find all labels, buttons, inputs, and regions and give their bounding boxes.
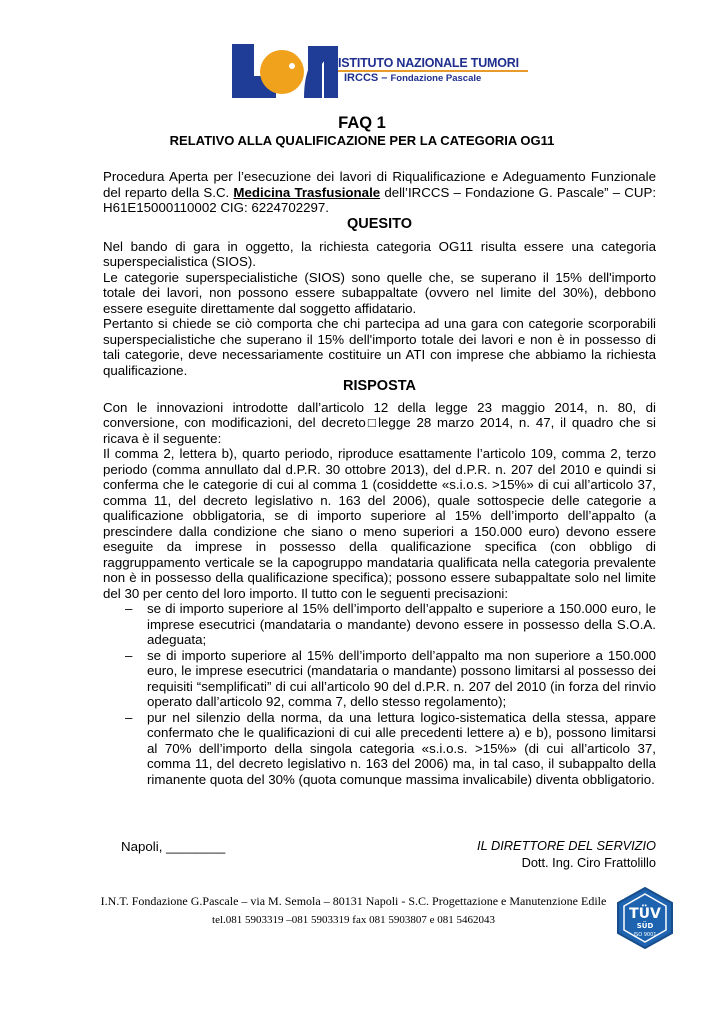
bullet-dash: – xyxy=(125,601,133,616)
risposta-paragraph-2: Il comma 2, lettera b), quarto periodo, riproduce esattamente l’articolo 109, comma 2, terzo periodo (comma annullato dal d.P.R. 30 ottobre 2013), del d.P.R. n. 207 del 2010 e quindi si conferma che le categorie di cui al comma 1 (cosiddette «s.i.o.s. >15%» di cui all’articolo 37, comma 11, del decreto legislativo n. 163 del 2006), quale sottospecie delle categorie a qualificazione obbligatoria, se di importo superiore al 15% dell’importo dell’appalto (a prescindere dalla condizione che siano o meno superiori a 150.000 euro) devono essere eseguite da imprese in possesso della qualificazione specifica (con obbligo di raggruppamento verticale se la capogruppo mandataria qualificata nella categoria prevalente non è in possesso della qualificazione specifica); possono essere subappaltate solo nel limite del 30 per cento del loro importo. Il tutto con le seguenti precisazioni: xyxy=(103,446,656,601)
tuv-certification-badge xyxy=(614,886,676,950)
intro-paragraph: Procedura Aperta per l’esecuzione dei lavori di Riqualificazione e Adeguamento Funzionale del reparto della S.C. Medicina Trasfusionale dell’IRCCS – Fondazione G. Pascale” – CUP: H61E15000110002 CIG: 6224702297. xyxy=(103,169,657,215)
signature-block xyxy=(466,838,656,870)
risposta-paragraph-1: Con le innovazioni introdotte dall’articolo 12 della legge 23 maggio 2014, n. 80, di conversione, con modificazioni, del decreto□legge 28 marzo 2014, n. 47, il quadro che si ricava è il seguente: xyxy=(103,399,656,446)
footer-phones: tel.081 5903319 –081 5903319 fax 081 5903807 e 081 5462043 xyxy=(212,914,495,926)
signatory-name: Dott. Ing. Ciro Frattolillo xyxy=(521,855,656,870)
tuv-standard: ISO 9001 xyxy=(633,932,657,938)
quesito-paragraph-2: Le categorie superspecialistiche (SIOS) sono quelle che, se superano il 15% dell'importo totale dei lavori, non possono essere subappaltate (ovvero nel limite del 30%), debbono essere eseguite direttamente dal soggetto affidatario. xyxy=(103,269,656,316)
precisazioni-list xyxy=(103,601,656,787)
signatory-role: IL DIRETTORE DEL SERVIZIO xyxy=(477,838,656,853)
bullet-dash: – xyxy=(125,709,133,725)
logo-mark-icon xyxy=(232,44,342,98)
signature-place: Napoli, ________ xyxy=(121,839,226,854)
page-subtitle: RELATIVO ALLA QUALIFICAZIONE PER LA CATEGORIA OG11 xyxy=(169,133,555,148)
highlighted-department: Medicina Trasfusionale xyxy=(233,184,381,200)
list-item: – se di importo superiore al 15% dell’importo dell’appalto e superiore a 150.000 euro, le imprese esecutrici (mandataria o mandante) devono essere in possesso della S.O.A. adeguata; xyxy=(125,601,656,647)
risposta-heading: RISPOSTA xyxy=(342,378,417,394)
institute-name-line2: IRCCS – Fondazione Pascale xyxy=(344,72,482,84)
quesito-heading: QUESITO xyxy=(347,216,412,232)
quesito-section xyxy=(103,217,656,378)
list-item: – pur nel silenzio della norma, da una lettura logico-sistematica della stessa, appare confermato che le qualificazioni di cui alle precedenti lettere a) e b), possono limitarsi al 70% dell’importo della singola categoria «s.i.o.s. >15%» (di cui all’articolo 37, comma 11, del decreto legislativo n. 163 del 2006) ma, in tal caso, il subappalto della rimanente quota del 30% (quota comunque massima invalicabile) diventa obbligatorio. xyxy=(125,709,656,787)
list-item: – se di importo superiore al 15% dell’importo dell’appalto ma non superiore a 150.000 euro, le imprese esecutrici (mandataria o mandante) possono limitarsi al possesso dei requisiti “semplificati” di cui all’articolo 90 del d.P.R. n. 207 del 2010 (in forza del rinvio operato dall’articolo 92, comma 7, dello stesso regolamento); xyxy=(125,647,656,709)
logo-divider xyxy=(338,70,528,72)
tuv-corner-mark: Q xyxy=(619,892,625,900)
quesito-paragraph-1: Nel bando di gara in oggetto, la richiesta categoria OG11 risulta essere una categoria superspecialistica (SIOS). xyxy=(103,238,656,269)
tuv-mark: TÜV xyxy=(629,906,661,922)
institute-name-line1: ISTITUTO NAZIONALE TUMORI xyxy=(338,56,519,70)
footer-address: I.N.T. Fondazione G.Pascale – via M. Semola – 80131 Napoli - S.C. Progettazione e Manutenzione Edile xyxy=(100,894,607,908)
risposta-section xyxy=(103,379,656,787)
tuv-sub: SÜD xyxy=(636,922,654,930)
page-title: FAQ 1 xyxy=(338,114,386,132)
quesito-paragraph-3: Pertanto si chiede se ciò comporta che chi partecipa ad una gara con categorie scorporabili superspecialistiche che superano il 15% dell'importo totale dei lavori e non è in possesso di tali categorie, deve necessariamente costituire un ATI con imprese che abbiamo la richiesta qualificazione. xyxy=(103,316,656,378)
bullet-dash: – xyxy=(125,647,133,663)
